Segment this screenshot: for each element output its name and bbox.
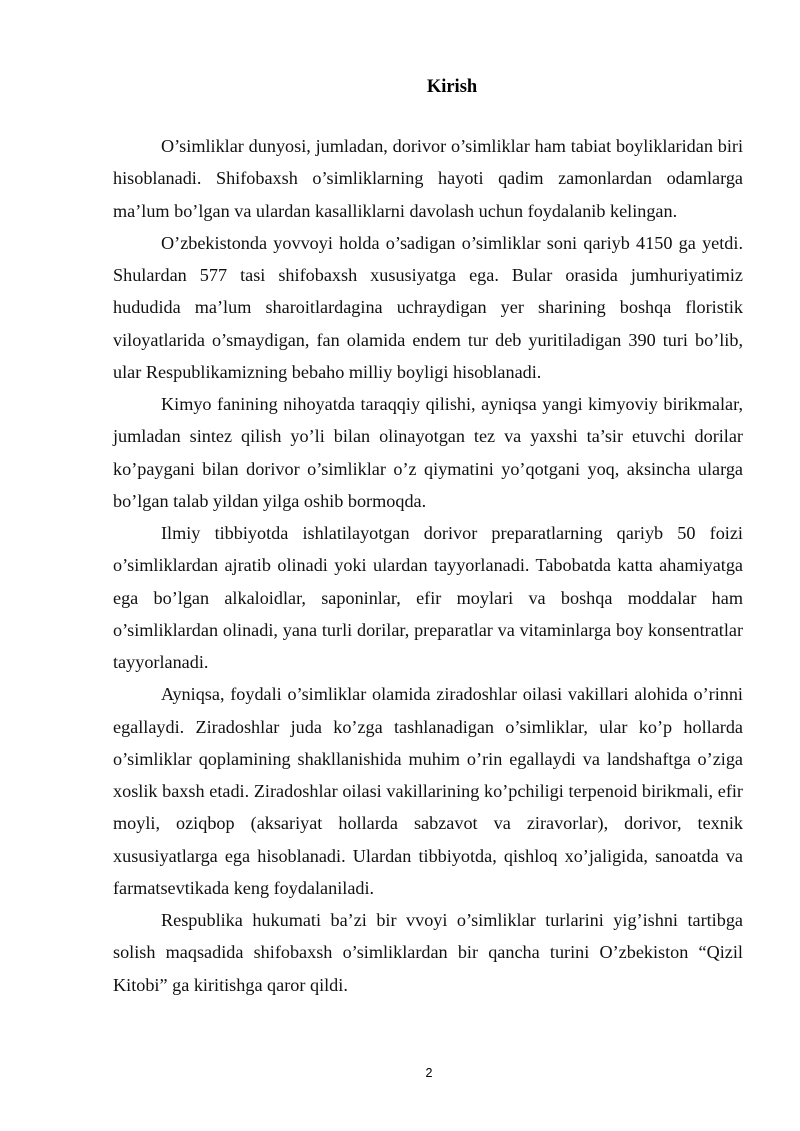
paragraph-6: Respublika hukumati ba’zi bir vvoyi o’simliklar turlarini yig’ishni tartibga solish maqsadida shifobaxsh o’simliklardan bir qancha turini O’zbekiston “Qizil Kitobi” ga kiritishga qaror qildi. [113,910,743,995]
paragraph-1: O’simliklar dunyosi, jumladan, dorivor o’simliklar ham tabiat boyliklaridan biri hisoblanadi. Shifobaxsh o’simliklarning hayoti qadim zamonlardan odamlarga ma’lum bo’lgan va ulardan kasalliklarni davolash uchun foydalanib kelingan. [113,136,743,221]
page-number: 2 [425,1066,433,1080]
paragraph-5: Ayniqsa, foydali o’simliklar olamida ziradoshlar oilasi vakillari alohida o’rinni egallaydi. Ziradoshlar juda ko’zga tashlanadigan o’simliklar, ular ko’p hollarda o’simliklar qoplamining shakllanishida muhim o’rin egallaydi va landshaftga o’ziga xoslik baxsh etadi. Ziradoshlar oilasi vakillarining ko’pchiligi terpenoid birikmali, efir moyli, oziqbop (aksariyat hollarda sabzavot va ziravorlar), dorivor, texnik xususiyatlarga ega hisoblanadi. Ulardan tibbiyotda, qishloq xo’jaligida, sanoatda va farmatsevtikada keng foydalaniladi. [113,684,743,898]
page-title: Kirish [426,77,478,97]
paragraph-2: O’zbekistonda yovvoyi holda o’sadigan o’simliklar soni qariyb 4150 ga yetdi. Shulardan 577 tasi shifobaxsh xususiyatga ega. Bular orasida jumhuriyatimiz hududida ma’lum sharoitlardagina uchraydigan yer sharining boshqa floristik viloyatlarida o’smaydigan, fan olamida endem tur deb yuritiladigan 390 turi bo’lib, ular Respublikamizning bebaho milliy boyligi hisoblanadi. [113,232,743,382]
paragraph-4: Ilmiy tibbiyotda ishlatilayotgan dorivor preparatlarning qariyb 50 foizi o’simliklardan ajratib olinadi yoki ulardan tayyorlanadi. Tabobatda katta ahamiyatga ega bo’lgan alkaloidlar, saponinlar, efir moylari va boshqa moddalar ham o’simliklardan olinadi, yana turli dorilar, preparatlar va vitaminlarga boy konsentratlar tayyorlanadi. [113,523,743,672]
body-text [113,130,743,1001]
paragraph-3: Kimyo fanining nihoyatda taraqqiy qilishi, ayniqsa yangi kimyoviy birikmalar, jumladan sintez qilish yo’li bilan olinayotgan tez va yaxshi ta’sir etuvchi dorilar ko’paygani bilan dorivor o’simliklar o’z qiymatini yo’qotgani yoq, aksincha ularga bo’lgan talab yildan yilga oshib bormoqda. [113,394,743,511]
